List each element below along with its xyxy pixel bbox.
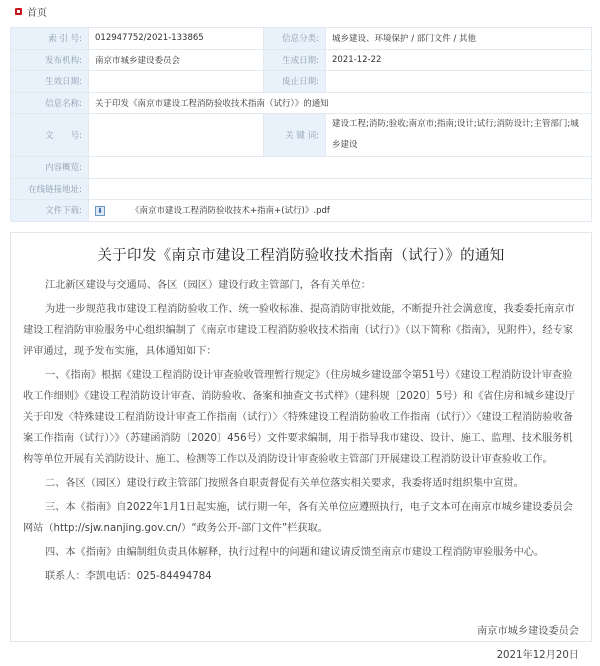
docno-label: 文 号: <box>11 114 89 157</box>
online-link-label: 在线链接地址: <box>11 178 89 200</box>
table-row <box>11 114 592 157</box>
breadcrumb-home-link[interactable]: 首页 <box>27 8 47 19</box>
publisher-label: 发布机构: <box>11 49 89 71</box>
article-signature: 南京市城乡建设委员会 <box>477 626 579 637</box>
table-row <box>11 71 592 93</box>
article-paragraph: 江北新区建设与交通局、各区（园区）建设行政主管部门，各有关单位： <box>45 280 371 291</box>
name-label: 信息名称: <box>11 92 89 114</box>
home-icon <box>15 8 22 15</box>
article-paragraph: 二、各区（园区）建设行政主管部门按照各自职责督促有关单位落实相关要求，我委将适时组织集中宣贯。 <box>45 478 524 489</box>
download-icon[interactable]: ⬇ <box>95 206 105 216</box>
keywords-label: 关 键 词: <box>264 114 326 157</box>
category-label: 信息分类: <box>264 28 326 50</box>
download-cell <box>89 200 592 222</box>
index-value: 012947752/2021-133865 <box>89 28 264 50</box>
breadcrumb <box>15 4 47 19</box>
article-paragraph: 联系人：李凯电话：025-84494784 <box>45 571 212 582</box>
created-label: 生成日期: <box>264 49 326 71</box>
article-title: 关于印发《南京市建设工程消防验收技术指南（试行）》的通知 <box>97 248 505 264</box>
article-date: 2021年12月20日 <box>496 650 579 661</box>
article-paragraph: 为进一步规范我市建设工程消防验收工作、统一验收标准、提高消防审批效能，不断提升社会满意度，我委委托南京市建设工程消防审验服务中心组织编制了《南京市建设工程消防验收技术指南（试行）》（以下简称《指南》，见附件），经专家评审通过，现予发布实施，具体通知如下： <box>23 304 575 357</box>
table-row <box>11 200 592 222</box>
category-value: 城乡建设、环境保护 / 部门文件 / 其他 <box>326 28 592 50</box>
publisher-value: 南京市城乡建设委员会 <box>89 49 264 71</box>
online-link-value <box>89 178 592 200</box>
keywords-value: 建设工程;消防;验收;南京市;指南;设计;试行;消防设计;主管部门;城乡建设 <box>326 114 592 157</box>
table-row <box>11 178 592 200</box>
created-value: 2021-12-22 <box>326 49 592 71</box>
table-row <box>11 92 592 114</box>
article-paragraph: 三、本《指南》自2022年1月1日起实施，试行期一年，各有关单位应遵照执行，电子文本可在南京市城乡建设委员会网站（http://sjw.nanjing.gov.cn/）“政务公开-部门文件”栏获取。 <box>23 502 573 534</box>
download-label: 文件下载: <box>11 200 89 222</box>
expire-value <box>326 71 592 93</box>
table-row <box>11 157 592 179</box>
article-body <box>10 232 592 661</box>
index-label: 索 引 号: <box>11 28 89 50</box>
expire-label: 废止日期: <box>264 71 326 93</box>
docno-value <box>89 114 264 157</box>
article-paragraph: 一、《指南》根据《建设工程消防设计审查验收管理暂行规定》（住房城乡建设部令第51号）《建设工程消防设计审查验收工作细则》《建设工程消防设计审查、消防验收、备案和抽查文书式样》（建科规〔2020〕5号）和《省住房和城乡建设厅关于印发〈特殊建设工程消防设计审查工作指南（试行）〉〈特殊建设工程消防验收工作指南（试行）〉〈建设工程消防验收备案工作指南（试行）〉》（苏建函消防〔2020〕456号）文件要求编制，用于指导我市建设、设计、施工、监理、技术服务机构等单位开展有关消防设计、施工、检测等工作以及消防设计审查验收主管部门开展建设工程消防设计审查验收工作。 <box>23 370 575 465</box>
effective-value <box>89 71 264 93</box>
table-row <box>11 28 592 50</box>
info-metadata-table <box>10 27 592 222</box>
summary-label: 内容概览: <box>11 157 89 179</box>
table-row <box>11 49 592 71</box>
download-file-link[interactable]: 《南京市建设工程消防验收技术+指南+(试行)》.pdf <box>131 206 330 217</box>
article-paragraph: 四、本《指南》由编制组负责具体解释，执行过程中的问题和建议请反馈至南京市建设工程消防审验服务中心。 <box>45 547 545 558</box>
effective-label: 生效日期: <box>11 71 89 93</box>
name-value: 关于印发《南京市建设工程消防验收技术指南（试行）》的通知 <box>89 92 592 114</box>
summary-value <box>89 157 592 179</box>
